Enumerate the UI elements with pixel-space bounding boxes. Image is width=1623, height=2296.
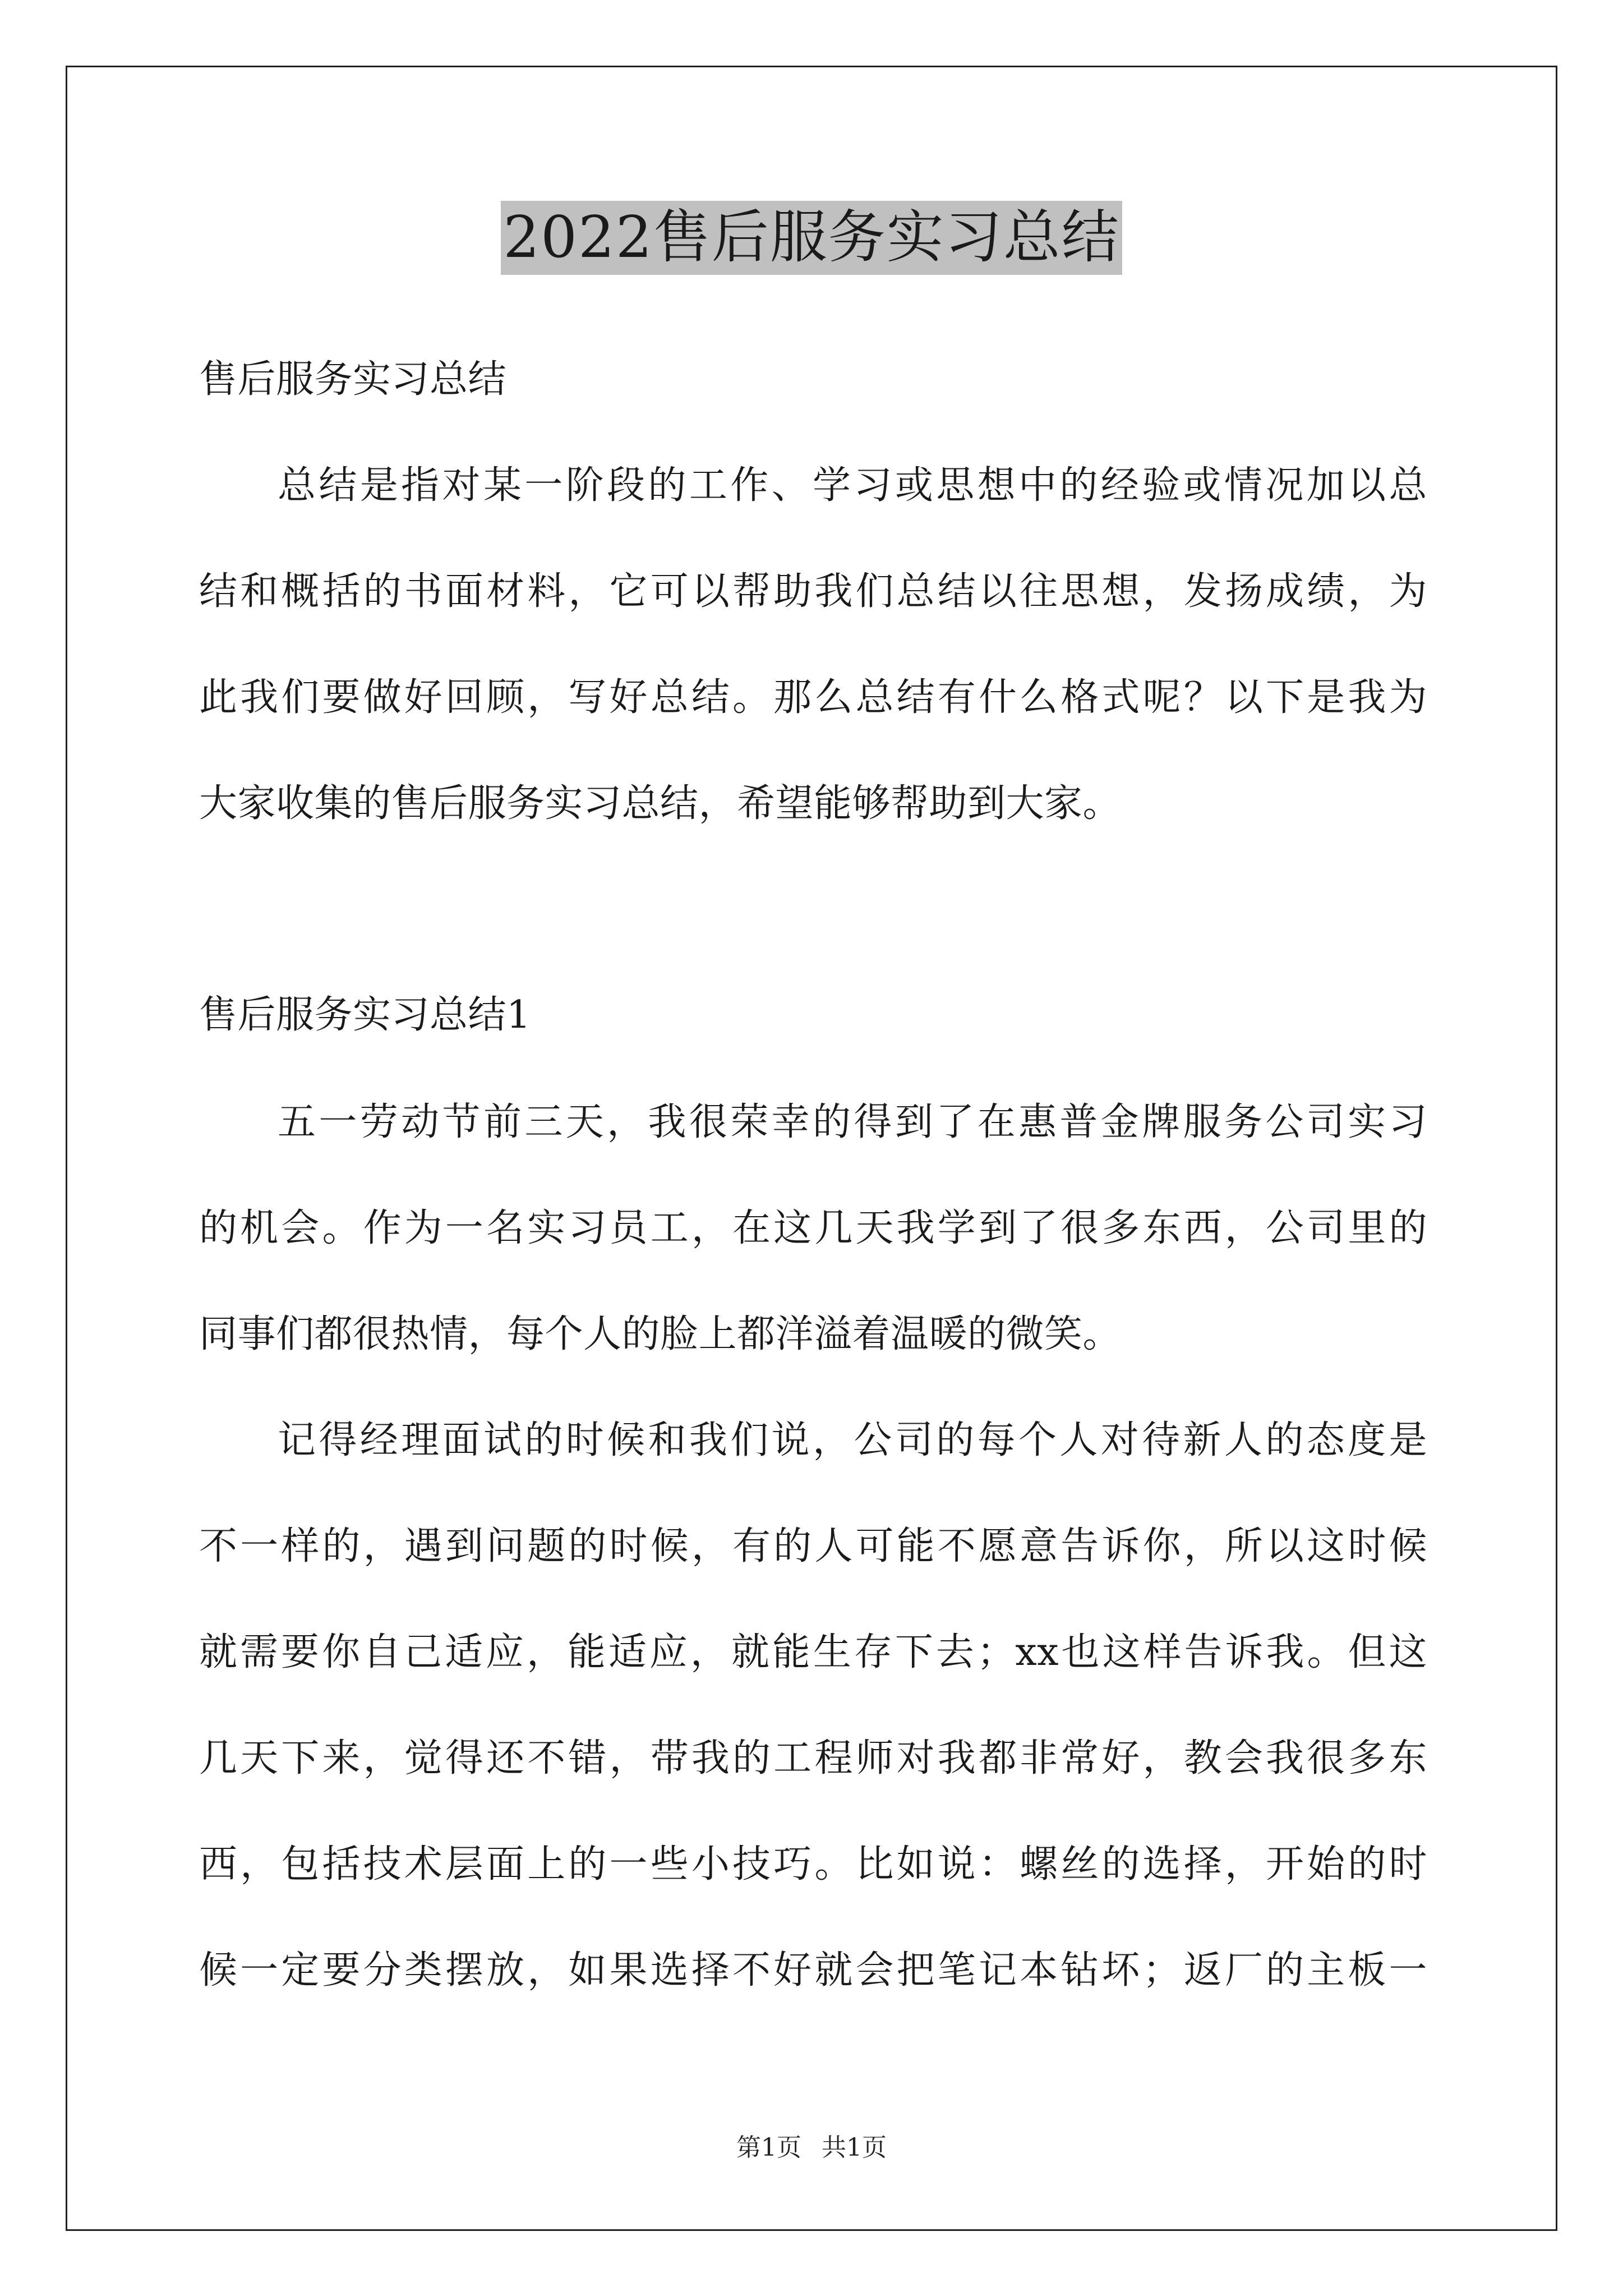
paragraph-line: 不一样的，遇到问题的时候，有的人可能不愿意告诉你，所以这时候: [199, 1524, 1427, 1568]
document-subtitle: 售后服务实习总结: [199, 357, 507, 402]
paragraph-line: 记得经理面试的时候和我们说，公司的每个人对待新人的态度是: [278, 1418, 1427, 1462]
document-title: 2022售后服务实习总结: [501, 201, 1122, 275]
intro-line: 此我们要做好回顾，写好总结。那么总结有什么格式呢？以下是我为: [199, 675, 1427, 720]
paragraph-line: 几天下来，觉得还不错，带我的工程师对我都非常好，教会我很多东: [199, 1736, 1427, 1780]
section-heading: 售后服务实习总结1: [199, 993, 531, 1037]
page-number-current: 第1页: [736, 2133, 801, 2162]
intro-line: 总结是指对某一阶段的工作、学习或思想中的经验或情况加以总: [278, 463, 1427, 508]
page-footer: [0, 2132, 1623, 2164]
title-container: [0, 201, 1623, 275]
intro-line: 结和概括的书面材料，它可以帮助我们总结以往思想，发扬成绩，为: [199, 569, 1427, 614]
paragraph-line: 的机会。作为一名实习员工，在这几天我学到了很多东西，公司里的: [199, 1206, 1427, 1250]
intro-line: 大家收集的售后服务实习总结，希望能够帮助到大家。: [199, 781, 1122, 826]
paragraph-line: 五一劳动节前三天，我很荣幸的得到了在惠普金牌服务公司实习: [278, 1100, 1427, 1144]
paragraph-line: 西，包括技术层面上的一些小技巧。比如说：螺丝的选择，开始的时: [199, 1842, 1427, 1887]
paragraph-line: 候一定要分类摆放，如果选择不好就会把笔记本钻坏；返厂的主板一: [199, 1948, 1427, 1993]
paragraph-line: 就需要你自己适应，能适应，就能生存下去；xx也这样告诉我。但这: [199, 1630, 1427, 1674]
paragraph-line: 同事们都很热情，每个人的脸上都洋溢着温暖的微笑。: [199, 1312, 1122, 1356]
page-number-total: 共1页: [822, 2133, 887, 2162]
